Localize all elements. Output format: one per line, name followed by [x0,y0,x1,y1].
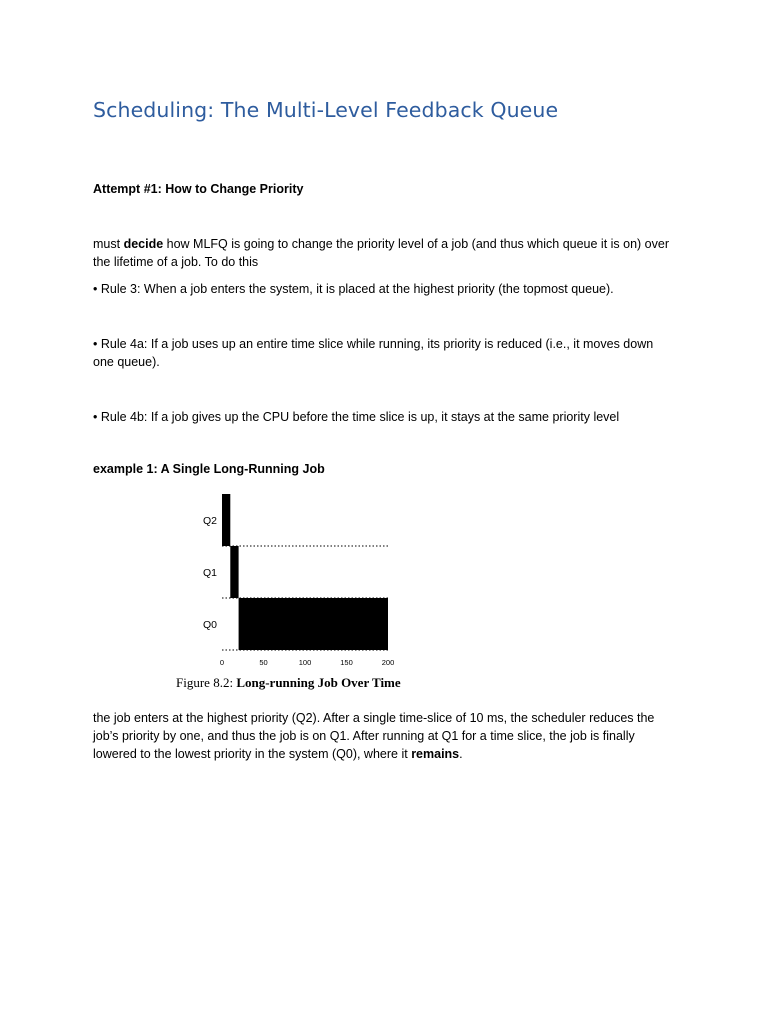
queue-label-q1: Q1 [203,567,218,579]
page-title: Scheduling: The Multi-Level Feedback Queue [93,98,559,122]
caption-title: Long-running Job Over Time [236,675,401,690]
rule-3: • Rule 3: When a job enters the system, it is placed at the highest priority (the topmost queue). [93,282,614,296]
x-tick-label: 50 [259,658,268,667]
example-heading: example 1: A Single Long-Running Job [93,462,325,476]
explanation-bold-word: remains [411,747,460,761]
segment-q0 [239,598,388,650]
x-tick-label: 100 [298,658,312,667]
figure-caption [176,675,401,691]
intro-prefix: must [93,237,124,251]
x-tick-label: 0 [219,658,225,667]
explanation-part1: the job enters at the highest priority (Q2). After a single time-slice of 10 ms, the scheduler reduces the job’s priority by one, and thus the job is on Q1. After running at Q1 for a time slice, the job is finally lowered to the lowest priority in the system (Q0), where it [93,711,655,761]
intro-paragraph [93,235,673,271]
x-tick-label: 200 [381,658,395,667]
explanation-paragraph [93,709,673,763]
segment-q2 [222,494,230,546]
rule-4b: • Rule 4b: If a job gives up the CPU before the time slice is up, it stays at the same priority level [93,410,620,424]
x-tick-label: 150 [340,658,353,667]
intro-suffix: how MLFQ is going to change the priority level of a job (and thus which queue it is on) over the lifetime of a job. To do this [93,237,670,269]
caption-label: Figure 8.2: [176,675,234,690]
section-heading: Attempt #1: How to Change Priority [93,182,304,196]
queue-label-q0: Q0 [203,619,218,631]
segment-q1 [230,546,238,598]
intro-bold-word: decide [123,237,164,251]
queue-label-q2: Q2 [203,515,218,527]
mlfq-chart [170,490,430,675]
explanation-part2: . [459,747,463,761]
mlfq-figure [170,490,430,695]
rule-4a: • Rule 4a: If a job uses up an entire time slice while running, its priority is reduced (i.e., it moves down one queue). [93,337,654,369]
